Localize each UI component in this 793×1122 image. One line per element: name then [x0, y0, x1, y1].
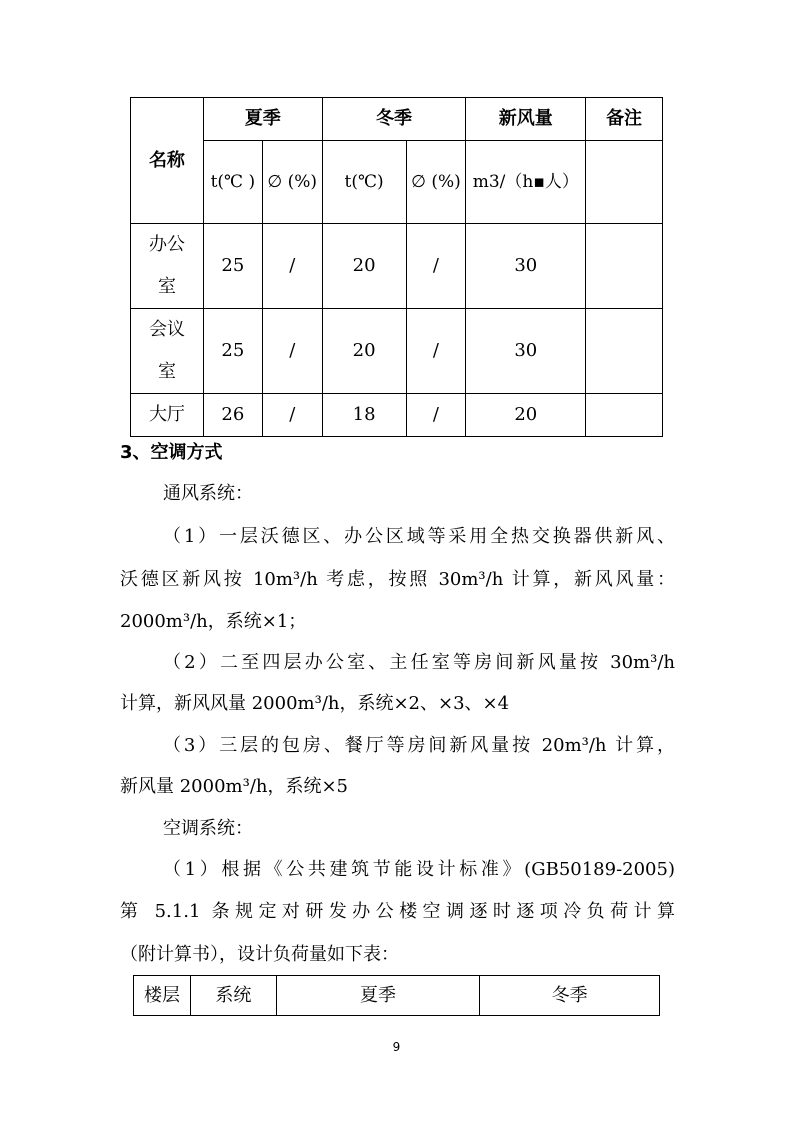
row-summer-phi: / — [262, 394, 322, 437]
design-parameters-table — [130, 97, 663, 437]
header-fresh-air: 新风量 — [466, 98, 586, 141]
row-winter-phi: / — [406, 309, 466, 394]
row-winter-t: 20 — [322, 309, 406, 394]
header-system: 系统 — [190, 976, 276, 1016]
row-summer-phi: / — [262, 309, 322, 394]
row-name: 办公室 — [131, 224, 204, 309]
header-note: 备注 — [586, 98, 663, 141]
paragraph-line: 沃德区新风按 10m³/h 考虑，按照 30m³/h 计算，新风风量： — [120, 569, 675, 590]
subheader-summer-t: t(℃ ) — [203, 141, 262, 224]
paragraph-line: 通风系统： — [163, 483, 253, 504]
paragraph-line: （附计算书），设计负荷量如下表： — [120, 944, 399, 965]
row-winter-phi: / — [406, 394, 466, 437]
paragraph-line: 空调系统： — [163, 818, 253, 839]
subheader-winter-phi: ∅ (%) — [406, 141, 466, 224]
header-winter: 冬季 — [480, 976, 660, 1016]
row-summer-t: 26 — [203, 394, 262, 437]
header-winter: 冬季 — [322, 98, 466, 141]
section-heading: 3、空调方式 — [120, 442, 223, 463]
subheader-winter-t: t(℃) — [322, 141, 406, 224]
subheader-fresh-unit: m3/（h▪人） — [466, 141, 586, 224]
row-summer-t: 25 — [203, 309, 262, 394]
paragraph-line: 第 5.1.1 条规定对研发办公楼空调逐时逐项冷负荷计算 — [120, 901, 675, 922]
subheader-summer-phi: ∅ (%) — [262, 141, 322, 224]
row-note — [586, 309, 663, 394]
row-winter-phi: / — [406, 224, 466, 309]
header-summer: 夏季 — [276, 976, 480, 1016]
subheader-note-empty — [586, 141, 663, 224]
paragraph-line: 新风量 2000m³/h，系统×5 — [120, 776, 349, 797]
paragraph-line: （1）一层沃德区、办公区域等采用全热交换器供新风、 — [163, 526, 675, 547]
row-note — [586, 224, 663, 309]
row-winter-t: 20 — [322, 224, 406, 309]
row-summer-t: 25 — [203, 224, 262, 309]
row-name: 会议室 — [131, 309, 204, 394]
table-row — [131, 394, 663, 437]
page-number: 9 — [392, 1040, 401, 1054]
table-row — [131, 309, 663, 394]
row-fresh: 20 — [466, 394, 586, 437]
row-name: 大厅 — [131, 394, 204, 437]
load-table — [133, 975, 660, 1016]
paragraph-line: 计算，新风风量 2000m³/h，系统×2、×3、×4 — [120, 693, 510, 714]
header-name: 名称 — [131, 98, 204, 224]
row-note — [586, 394, 663, 437]
row-fresh: 30 — [466, 309, 586, 394]
table-row — [131, 224, 663, 309]
header-summer: 夏季 — [203, 98, 322, 141]
row-winter-t: 18 — [322, 394, 406, 437]
row-summer-phi: / — [262, 224, 322, 309]
paragraph-line: （3）三层的包房、餐厅等房间新风量按 20m³/h 计算， — [163, 735, 675, 756]
header-floor: 楼层 — [134, 976, 191, 1016]
paragraph-line: （2）二至四层办公室、主任室等房间新风量按 30m³/h — [163, 652, 675, 673]
paragraph-line: （1）根据《公共建筑节能设计标准》(GB50189-2005) — [163, 859, 675, 880]
paragraph-line: 2000m³/h，系统×1； — [120, 611, 307, 632]
row-fresh: 30 — [466, 224, 586, 309]
